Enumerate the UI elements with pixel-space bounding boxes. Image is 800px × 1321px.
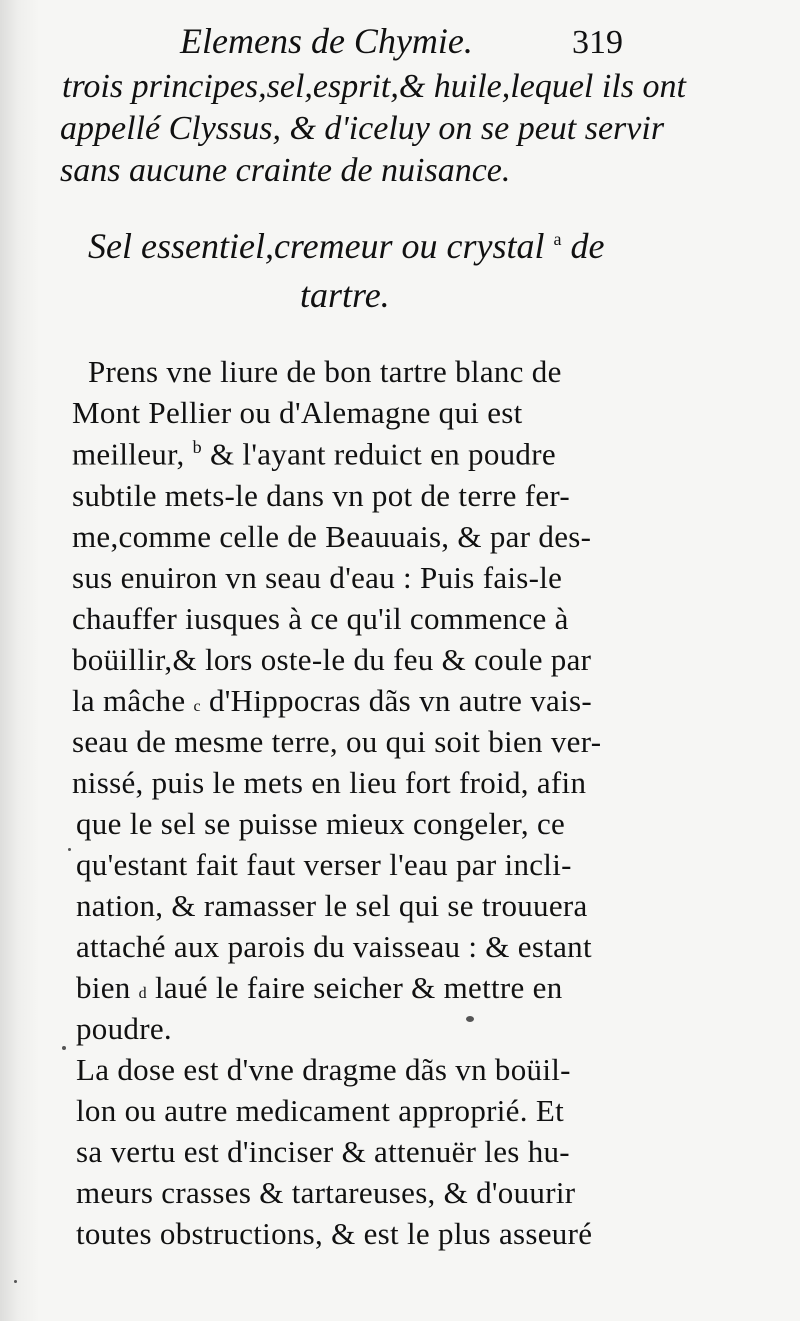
- running-head-title: Elemens de Chymie.: [180, 21, 473, 61]
- body-line: [76, 1218, 592, 1249]
- body-text: chauffer iusques à ce qu'il commence à: [72, 601, 569, 636]
- body-text: meurs crasses & tartareuses, & d'ouurir: [76, 1175, 576, 1210]
- body-text: sus enuiron vn seau d'eau : Puis fais-le: [72, 560, 563, 595]
- body-line: [76, 931, 592, 962]
- continuation-line: sans aucune crainte de nuisance.: [60, 152, 511, 189]
- body-line: [72, 726, 601, 757]
- section-heading: [88, 228, 605, 264]
- body-line: [76, 1054, 571, 1085]
- body-line: [76, 972, 563, 1003]
- note-marker: c: [193, 698, 201, 715]
- body-line: [76, 1177, 575, 1208]
- body-text: & l'ayant reduict en poudre: [209, 436, 556, 472]
- body-line: [88, 356, 562, 387]
- ink-speck: [14, 1280, 17, 1283]
- body-line: [72, 562, 562, 593]
- ink-speck: [68, 848, 71, 851]
- note-marker: a: [553, 229, 562, 249]
- section-heading-text-end: de: [570, 226, 605, 266]
- body-line: [72, 767, 586, 798]
- body-text: d'Hippocras dãs vn autre vais-: [208, 683, 592, 718]
- body-text: Mont Pellier ou d'Alemagne qui est: [72, 395, 523, 430]
- body-line: [72, 685, 592, 716]
- body-text: poudre.: [76, 1011, 172, 1046]
- body-text: me,comme celle de Beauuais, & par des-: [72, 519, 592, 554]
- continuation-line: appellé Clyssus, & d'iceluy on se peut servir: [60, 110, 665, 147]
- body-line: [76, 1136, 570, 1167]
- ink-speck: [466, 1016, 474, 1022]
- body-text: meilleur,: [72, 436, 185, 472]
- body-text: laué le faire seicher & mettre en: [155, 970, 563, 1005]
- body-text: qu'estant fait faut verser l'eau par incli-: [76, 847, 572, 882]
- body-line: [76, 849, 572, 880]
- body-line: [76, 808, 565, 839]
- body-text: nissé, puis le mets en lieu fort froid, afin: [72, 765, 587, 800]
- body-text: La dose est d'vne dragme dãs vn boüil-: [76, 1052, 571, 1087]
- body-line: [76, 1013, 172, 1044]
- body-text: seau de mesme terre, ou qui soit bien ver-: [72, 724, 602, 759]
- body-text: nation, & ramasser le sel qui se trouuera: [76, 888, 588, 923]
- body-text: sa vertu est d'inciser & attenuër les hu-: [76, 1134, 570, 1169]
- body-text: que le sel se puisse mieux congeler, ce: [76, 806, 566, 841]
- body-text: bien: [76, 970, 131, 1005]
- body-text: Prens vne liure de bon tartre blanc de: [88, 354, 562, 389]
- section-heading-continuation: tartre.: [300, 275, 390, 315]
- body-text: attaché aux parois du vaisseau : & estant: [76, 929, 592, 964]
- ink-speck: [62, 1046, 66, 1050]
- body-line: [72, 603, 569, 634]
- note-marker: b: [192, 437, 202, 457]
- body-text: la mâche: [72, 683, 186, 718]
- body-text: toutes obstructions, & est le plus asseuré: [76, 1216, 593, 1251]
- body-line: [76, 890, 588, 921]
- body-text: lon ou autre medicament approprié. Et: [76, 1093, 564, 1128]
- body-line: [72, 644, 591, 675]
- body-line: [72, 480, 570, 511]
- body-line: [72, 397, 523, 428]
- section-heading-text: Sel essentiel,cremeur ou crystal: [88, 226, 545, 266]
- body-text: subtile mets-le dans vn pot de terre fer-: [72, 478, 571, 513]
- continuation-line: trois principes,sel,esprit,& huile,lequel ils ont: [62, 68, 686, 105]
- page-number: 319: [572, 24, 623, 61]
- body-line: [72, 521, 591, 552]
- note-marker: d: [138, 985, 147, 1002]
- body-text: boüillir,& lors oste-le du feu & coule par: [72, 642, 592, 677]
- body-line: [72, 436, 556, 472]
- body-line: [76, 1095, 564, 1126]
